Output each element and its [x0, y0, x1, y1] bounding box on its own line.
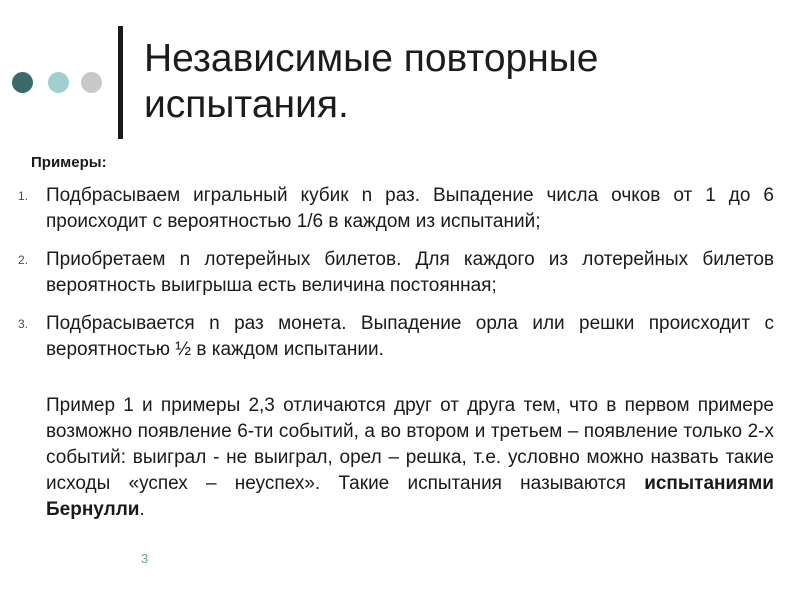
examples-list	[18, 183, 774, 375]
slide-title: Независимые повторные испытания.	[144, 37, 599, 126]
conclusion-text: Пример 1 и примеры 2,3 отличаются друг от друга тем, что в первом примере возможно появление 6-ти событий, а во втором и третьем – появление только 2-х событий: выиграл - не выиграл, орел – решка, т.е. условно можно назвать такие исходы «успех – неуспех». Такие испытания называются	[46, 395, 774, 494]
list-item	[18, 247, 774, 299]
page-number: 3	[141, 551, 149, 566]
list-item-text: Подбрасываем игральный кубик n раз. Выпадение числа очков от 1 до 6 происходит с вероятностью 1/6 в каждом из испытаний;	[46, 185, 774, 232]
list-item	[18, 183, 774, 235]
list-item-text: Подбрасывается n раз монета. Выпадение орла или решки происходит с вероятностью ½ в каждом испытании.	[46, 313, 774, 360]
dot-light-teal	[48, 72, 69, 93]
list-item-number: 1.	[18, 189, 29, 203]
dot-dark-teal	[12, 72, 33, 93]
conclusion-paragraph	[46, 393, 774, 523]
dot-gray	[81, 72, 102, 93]
list-item-number: 3.	[18, 317, 29, 331]
list-item-number: 2.	[18, 253, 29, 267]
conclusion-end: .	[139, 499, 145, 520]
list-item-text: Приобретаем n лотерейных билетов. Для каждого из лотерейных билетов вероятность выигрыша есть величина постоянная;	[46, 249, 774, 296]
examples-heading: Примеры:	[31, 154, 107, 171]
title-divider	[118, 26, 123, 139]
bernoulli-term: испытаниями Бернулли	[46, 473, 774, 520]
decorative-dots	[12, 72, 107, 94]
list-item	[18, 311, 774, 363]
